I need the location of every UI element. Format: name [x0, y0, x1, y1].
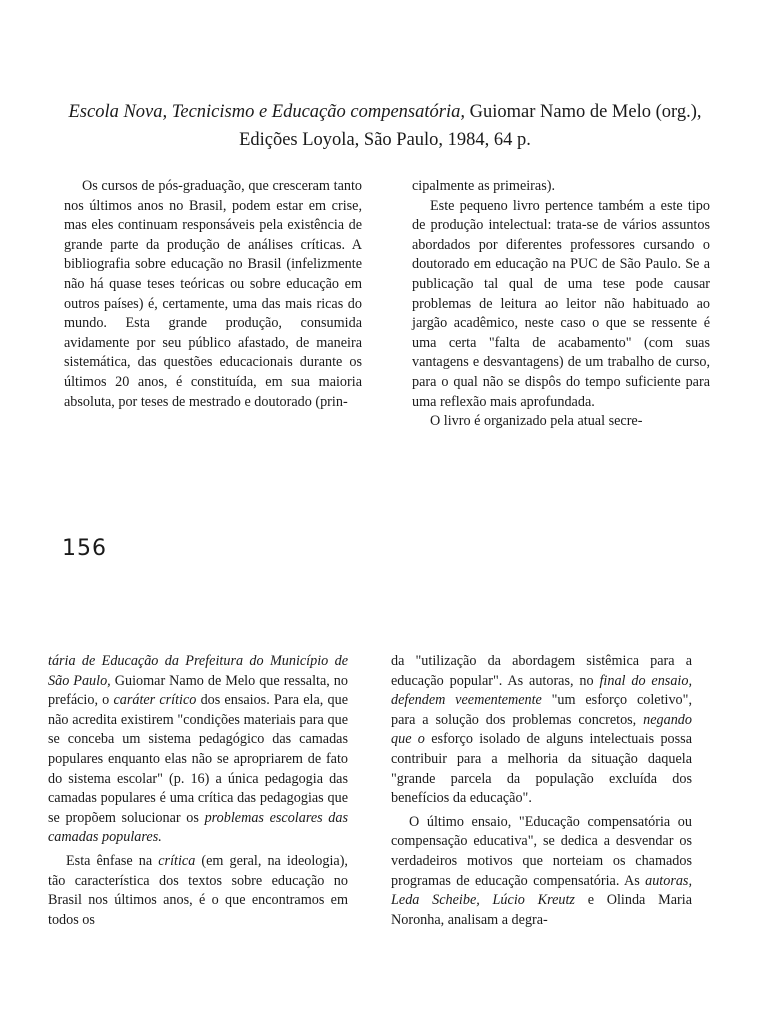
paragraph: cipalmente as primeiras). [412, 178, 555, 194]
paragraph [391, 813, 692, 931]
text-italic: problemas escolares das camadas populares. [48, 809, 348, 846]
book-title: Escola Nova, Tecnicismo e Educação compensatória, [68, 102, 465, 122]
top-left-column [64, 177, 362, 412]
paragraph: Os cursos de pós-graduação, que cresceram tanto nos últimos anos no Brasil, podem estar em crise, mas eles continuam responsáveis pela existência de grande parte da produção de análises críticas. A bibliografia sobre educação no Brasil (infelizmente não há quase teses teóricas ou sobre educação em outros países) é, certamente, uma das mais ricas do mundo. Esta grande produção, consumida avidamente por seu público afastado, de maneira sistemática, das questões educacionais durante os últimos 20 anos, é constituída, em sua maioria absoluta, por teses de mestrado e doutorado (prin- [64, 178, 362, 410]
text: Esta ênfase na [66, 852, 159, 869]
text-italic: autoras, Leda Scheibe, Lúcio Kreutz [391, 872, 692, 909]
text-italic: final do ensaio, defendem veementemente [391, 672, 692, 709]
text-italic: crítica [158, 852, 196, 869]
bottom-right-column [391, 652, 692, 930]
paragraph: Este pequeno livro pertence também a este tipo de produção intelectual: trata-se de vários assuntos abordados por diferentes professores cursando o doutorado em educação na PUC de São Paulo. Se a publicação tal qual de uma tese pode causar problemas de leitura ao leitor não habituado ao jargão acadêmico, neste caso o que se ressente é uma certa "falta de acabamento" (com suas vantagens e desvantagens) de um trabalho de curso, para o qual não se dispôs do tempo suficiente para uma reflexão mais aprofundada. [412, 197, 710, 410]
book-details: Guiomar Namo de Melo (org.), Edições Loyola, São Paulo, 1984, 64 p. [239, 102, 702, 150]
text-italic: tária de Educação da Prefeitura do Município de São Paulo, [48, 653, 348, 689]
review-heading [40, 98, 730, 154]
paragraph [48, 652, 348, 848]
top-right-column [412, 177, 710, 432]
paragraph [48, 852, 348, 930]
text: esforço isolado de alguns intelectuais possa contribuir para a melhoria da situação daquela "grande parcela da população excluída dos benefícios da educação". [391, 731, 692, 807]
paragraph [391, 652, 692, 809]
text: dos ensaios. Para ela, que não acredita existirem "condições materiais para que se conceba um sistema pedagógico das camadas populares enquanto elas não se apropriarem de fato do sistema escolar" (p. 16) a única pedagogia das camadas populares é uma crítica das pedagogias que se propõem solucionar os [48, 692, 348, 826]
text: Guiomar Namo de Melo que ressalta, no prefácio, o [48, 672, 348, 709]
page-number: 156 [62, 536, 107, 561]
paragraph: O livro é organizado pela atual secre- [430, 413, 643, 430]
text: O último ensaio, "Educação compensatória ou compensação educativa", se dedica a desvendar os verdadeiros motivos que norteiam os chamados programas de educação compensatória. As [391, 813, 692, 889]
text: da "utilização da abordagem sistêmica para a educação popular". As autoras, no [391, 653, 692, 689]
text: (em geral, na ideologia), tão característica dos textos sobre educação no Brasil nos últimos anos, é o que encontramos em todos os [48, 852, 348, 928]
text: "um esforço coletivo", para a solução dos problemas concretos, [391, 692, 692, 728]
bottom-left-column [48, 652, 348, 930]
text-italic: negando que o [391, 711, 692, 748]
text-italic: caráter crítico [113, 692, 197, 709]
text: e Olinda Maria Noronha, analisam a degra- [391, 892, 692, 928]
